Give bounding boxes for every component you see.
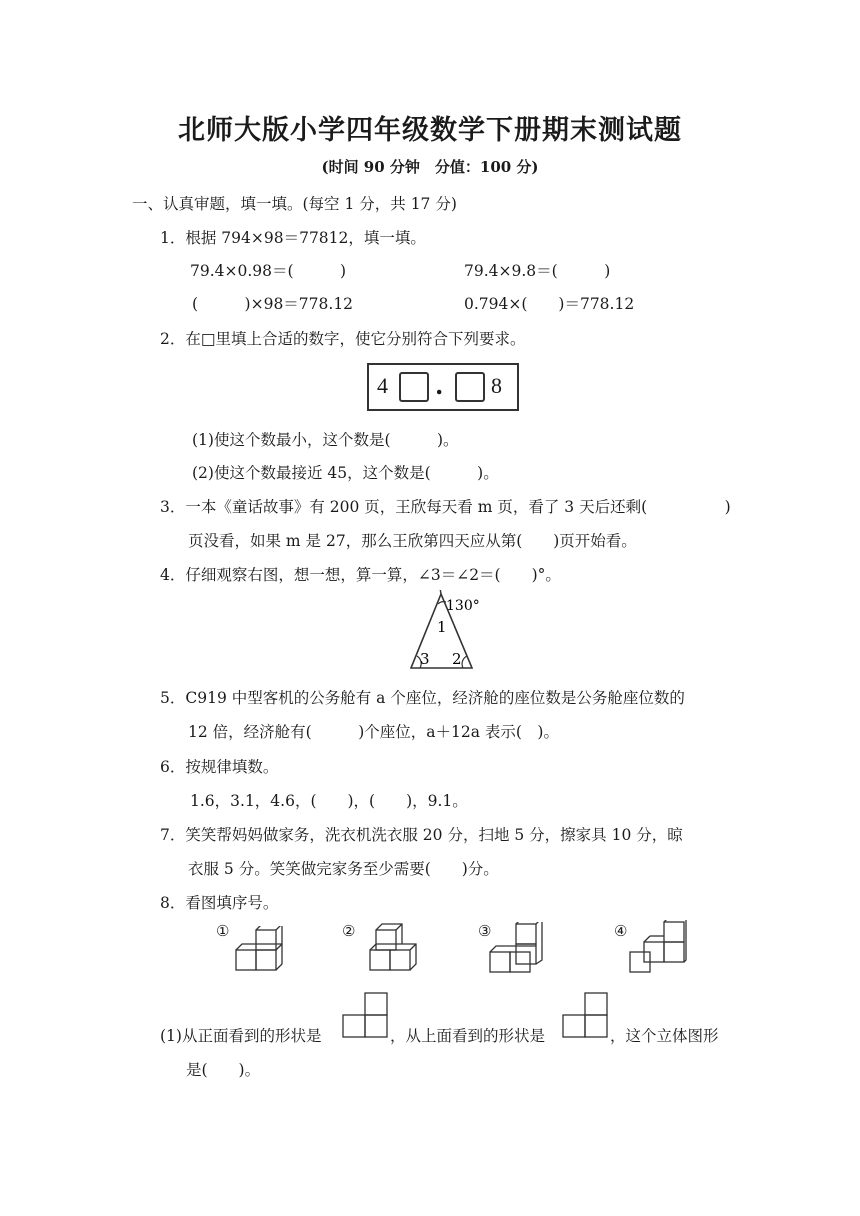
angle-130-label: 130° — [446, 598, 480, 614]
q1-item-d: 0.794×( )＝778.12 — [464, 295, 635, 313]
q3-line2: 页没看，如果 m 是 27，那么王欣第四天应从第( )页开始看。 — [188, 532, 637, 550]
q8-sub1-part-b: ，从上面看到的形状是 — [390, 1027, 546, 1045]
figure-3-label: ③ — [478, 922, 492, 940]
q2-sub2: (2)使这个数最接近 45，这个数是( )。 — [192, 464, 499, 482]
q5-line1: 5．C919 中型客机的公务舱有 a 个座位，经济舱的座位数是公务舱座位数的 — [160, 689, 685, 707]
q5-line2: 12 倍，经济舱有( )个座位，a＋12a 表示( )。 — [188, 723, 559, 741]
q2-stem: 2．在□里填上合适的数字，使它分别符合下列要求。 — [160, 330, 526, 348]
q1-item-a: 79.4×0.98＝( ) — [190, 262, 347, 280]
cube-figure-2 — [364, 922, 420, 974]
q1-item-c: ( )×98＝778.12 — [192, 295, 354, 313]
q3-line1: 3．一本《童话故事》有 200 页，王欣每天看 m 页，看了 3 天后还剩( ) — [160, 498, 731, 516]
q2-blank-square-1[interactable] — [399, 372, 429, 402]
q4-stem: 4．仔细观察右图，想一想，算一算，∠3＝∠2＝( )°。 — [160, 566, 561, 584]
q2-digit-left: 4 — [377, 373, 388, 398]
q1-item-b: 79.4×9.8＝( ) — [464, 262, 611, 280]
q7-line1: 7．笑笑帮妈妈做家务，洗衣机洗衣服 20 分，扫地 5 分，擦家具 10 分，晾 — [160, 826, 683, 844]
angle-1-label: 1 — [437, 618, 447, 636]
q8-stem: 8．看图填序号。 — [160, 894, 279, 912]
top-view-shape — [562, 992, 610, 1040]
q2-decimal-point: . — [435, 371, 444, 400]
triangle-figure — [406, 590, 496, 672]
cube-figure-1 — [230, 926, 286, 974]
q6-sequence: 1.6，3.1，4.6，( )，( )，9.1。 — [190, 792, 468, 810]
q2-digit-right: 8 — [491, 373, 502, 398]
q2-sub1: (1)使这个数最小，这个数是( )。 — [192, 431, 459, 449]
q8-sub1-part-d: 是( )。 — [186, 1061, 261, 1079]
front-view-shape — [342, 992, 390, 1040]
q2-number-box — [367, 363, 519, 411]
extension-line — [440, 590, 441, 594]
page-title: 北师大版小学四年级数学下册期末测试题 — [178, 115, 682, 146]
cube-figure-3 — [484, 922, 544, 976]
q8-sub1-part-c: ，这个立体图形 — [610, 1027, 719, 1045]
section-heading: 一、认真审题，填一填。(每空 1 分，共 17 分) — [132, 195, 457, 213]
q8-sub1-part-a: (1)从正面看到的形状是 — [160, 1027, 322, 1045]
page-subtitle: (时间 90 分钟 分值：100 分) — [321, 158, 539, 176]
angle-2-label: 2 — [452, 650, 462, 668]
q2-blank-square-2[interactable] — [455, 372, 485, 402]
q7-line2: 衣服 5 分。笑笑做完家务至少需要( )分。 — [188, 860, 499, 878]
q1-stem: 1．根据 794×98＝77812，填一填。 — [160, 229, 426, 247]
figure-4-label: ④ — [614, 922, 628, 940]
q6-stem: 6．按规律填数。 — [160, 758, 279, 776]
figure-1-label: ① — [216, 922, 230, 940]
angle-arc-2 — [462, 656, 467, 668]
angle-3-label: 3 — [420, 650, 430, 668]
figure-2-label: ② — [342, 922, 356, 940]
cube-figure-4 — [624, 920, 688, 976]
